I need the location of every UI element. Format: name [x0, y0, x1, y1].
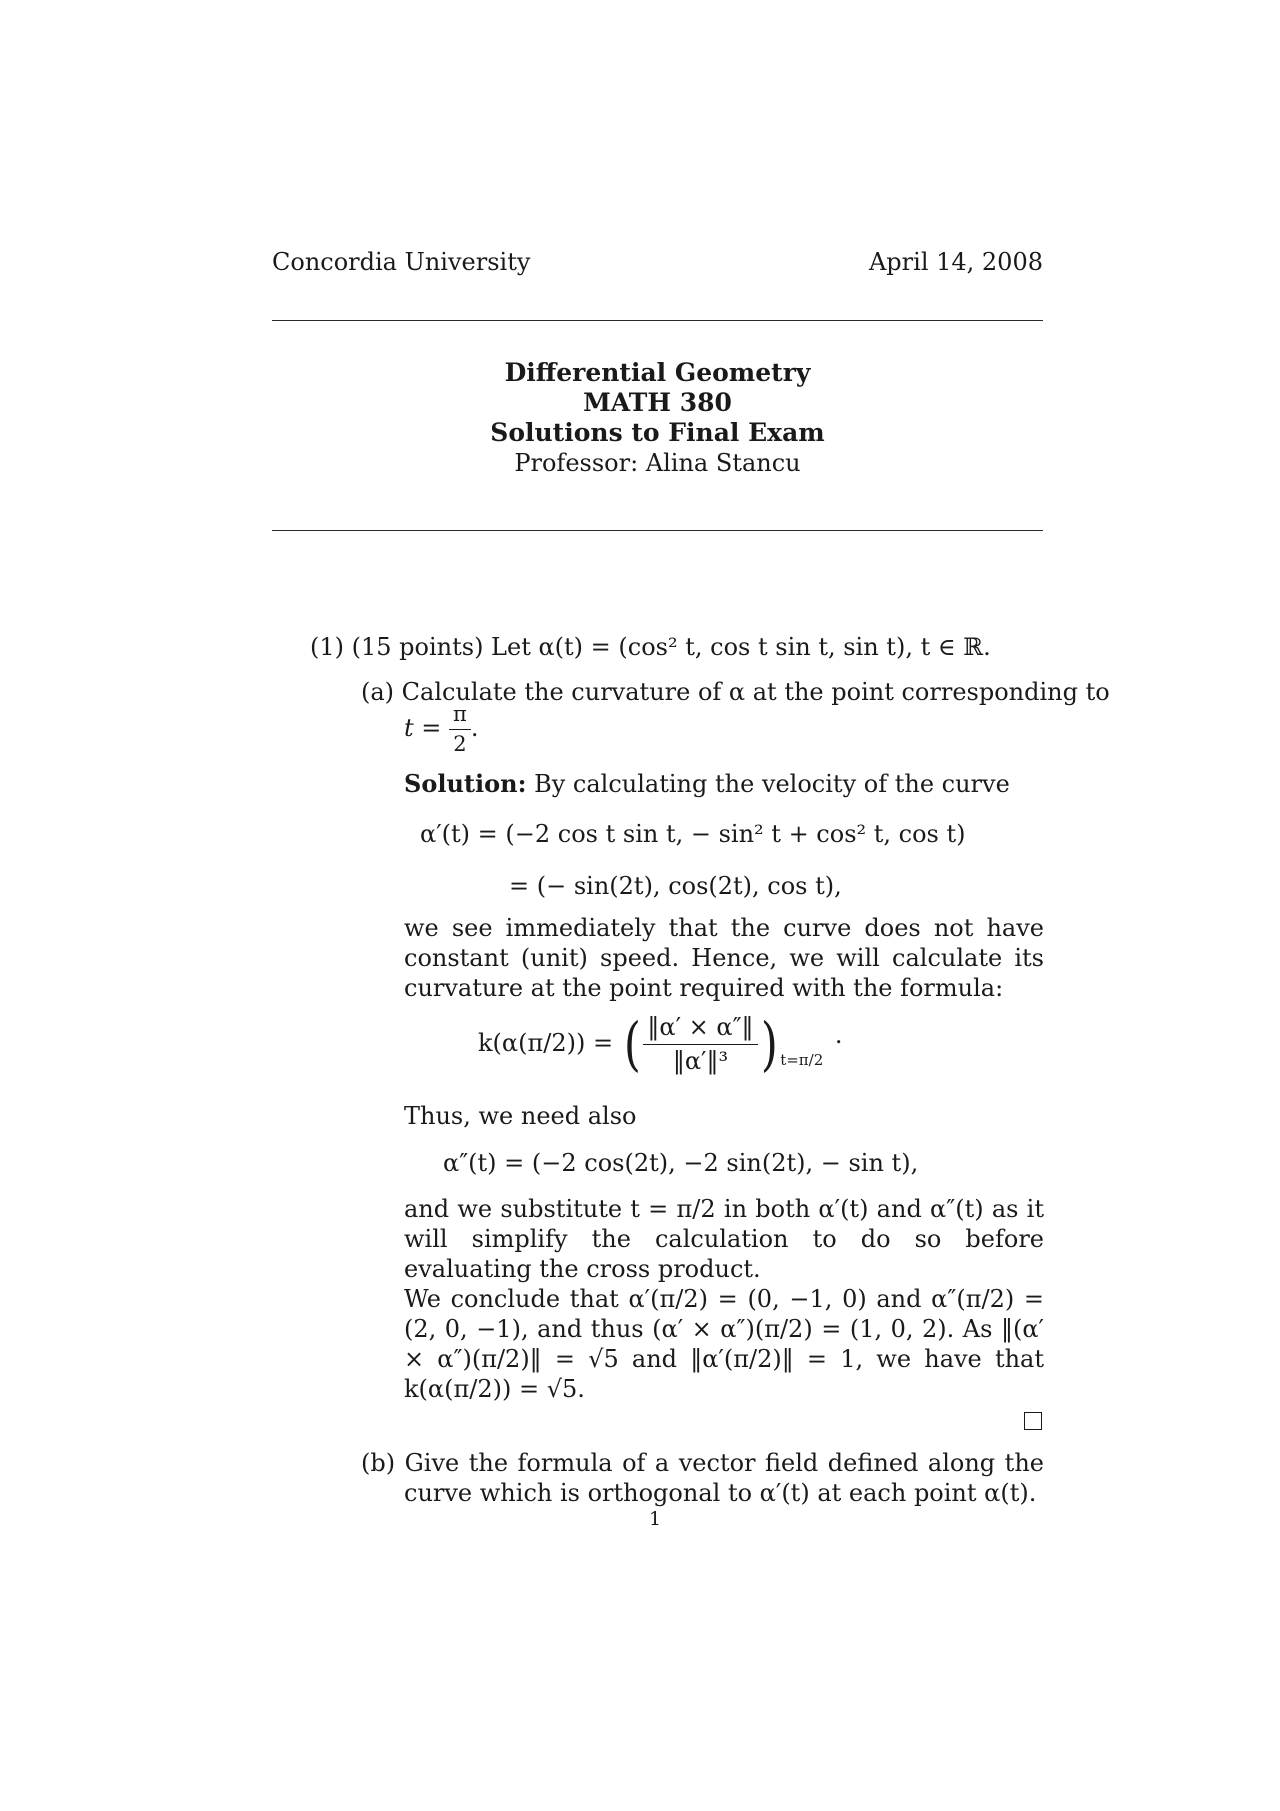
bottom-rule [272, 530, 1043, 531]
page-number: 1 [648, 1508, 662, 1530]
formula-period: . [834, 1020, 843, 1049]
professor-line: Professor: Alina Stancu [514, 449, 801, 477]
paragraph-substitute: and we substitute t = π/2 in both α′(t) and α″(t) as it will simplify the calculation to do so before evaluating the cross product. [404, 1195, 1044, 1283]
equation-acceleration: α″(t) = (−2 cos(2t), −2 sin(2t), − sin t), [443, 1149, 919, 1177]
solution-label: Solution: [404, 769, 527, 798]
left-paren: ( [623, 1010, 641, 1079]
fraction-numerator: π [449, 702, 471, 730]
course-code: MATH 380 [583, 388, 732, 417]
thus-line: Thus, we need also [404, 1102, 637, 1130]
solution-intro-line [404, 770, 1010, 799]
curvature-numerator: ‖α′ × α″‖ [643, 1013, 757, 1045]
part-a-prompt: (a) Calculate the curvature of α at the point corresponding to [361, 678, 1110, 706]
paragraph-conclusion: We conclude that α′(π/2) = (0, −1, 0) and α″(π/2) = (2, 0, −1), and thus (α′ × α″)(π/2) = (1, 0, 2). As ‖(α′ × α″)(π/2)‖ = √5 and ‖α′(π/2)‖ = 1, we have that k(α(π/2)) = √5. [404, 1285, 1044, 1403]
pi-over-two-fraction [449, 702, 471, 757]
equation-curvature-formula [478, 1010, 843, 1079]
curvature-fraction [643, 1013, 757, 1076]
part-b-prompt: (b) Give the formula of a vector field defined along the curve which is orthogonal to α′(t) at each point α(t). [361, 1449, 1044, 1507]
header-date: April 14, 2008 [868, 248, 1043, 276]
fraction-denominator: 2 [453, 732, 467, 757]
t-equals: t = [404, 714, 442, 743]
evaluation-subscript: t=π/2 [780, 1050, 824, 1069]
top-rule [272, 320, 1043, 321]
equation-velocity-line-1: α′(t) = (−2 cos t sin t, − sin² t + cos² t, cos t) [420, 820, 966, 848]
document-title: Solutions to Final Exam [490, 418, 825, 447]
header-institution: Concordia University [272, 248, 531, 276]
formula-lhs: k(α(π/2)) = [478, 1028, 614, 1057]
course-name: Differential Geometry [504, 358, 811, 387]
right-paren: ) [760, 1010, 778, 1079]
paragraph-speed: we see immediately that the curve does not have constant (unit) speed. Hence, we will calculate its curvature at the point required with the formula: [404, 914, 1044, 1002]
equation-velocity-line-2: = (− sin(2t), cos(2t), cos t), [509, 872, 842, 900]
solution-intro-text: By calculating the velocity of the curve [534, 770, 1010, 798]
problem-1-statement: (1) (15 points) Let α(t) = (cos² t, cos t sin t, sin t), t ∈ ℝ. [310, 633, 991, 661]
part-a-prompt-tail: t = $\frac{\pi}{2}$ . [404, 702, 479, 757]
curvature-denominator: ‖α′‖³ [672, 1046, 729, 1075]
qed-box [1024, 1412, 1042, 1430]
